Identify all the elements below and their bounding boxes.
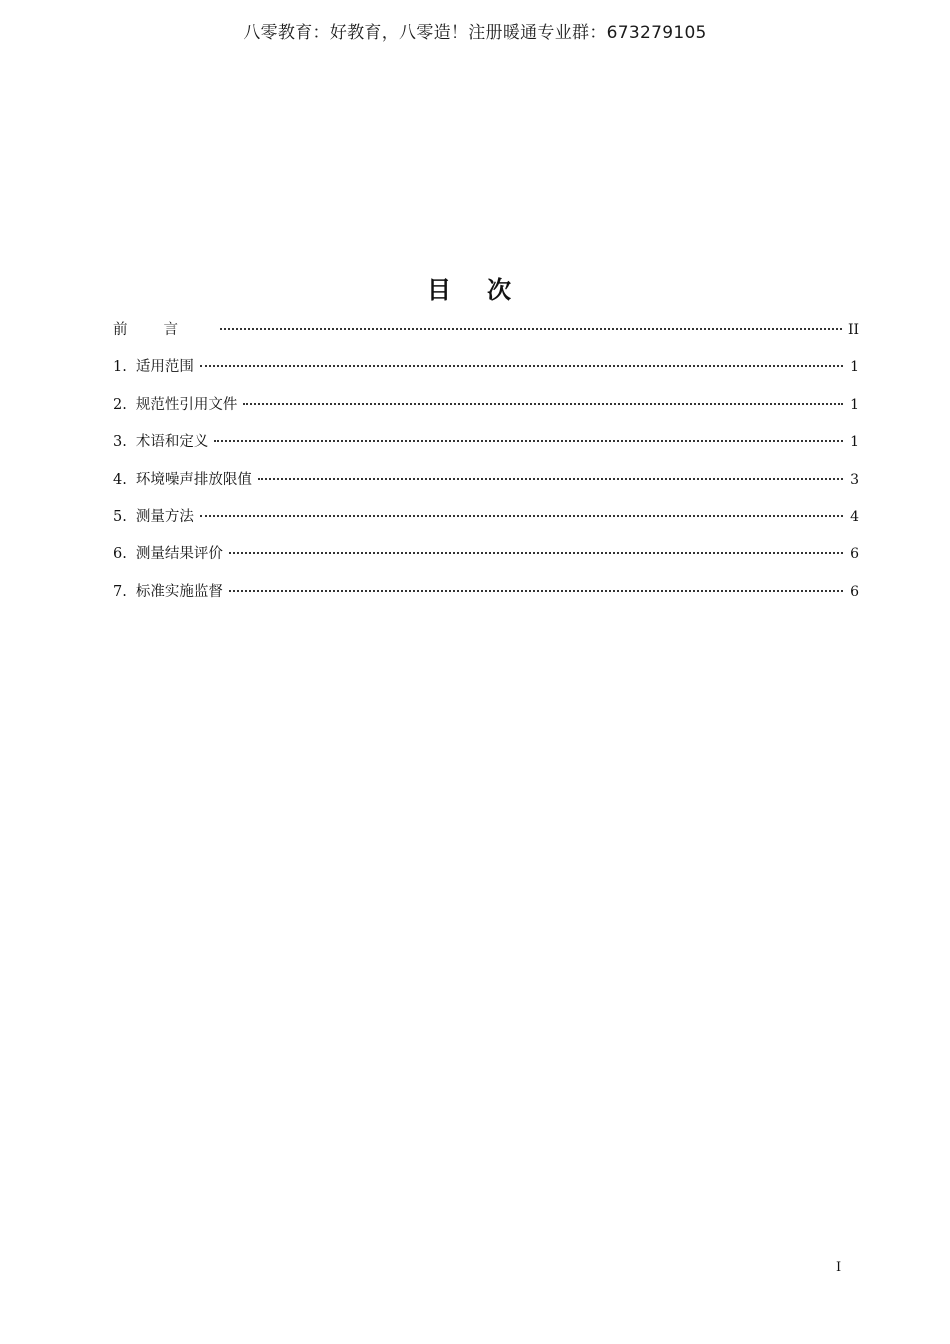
toc-item-number: 7. bbox=[113, 583, 127, 600]
toc-item-page: 1 bbox=[850, 396, 859, 413]
toc-item-normative-references[interactable] bbox=[113, 391, 859, 428]
toc-leader-dots bbox=[229, 551, 843, 554]
toc-item-measurement-methods[interactable] bbox=[113, 503, 859, 540]
toc-item-number: 2. bbox=[113, 396, 127, 413]
toc-item-number: 5. bbox=[113, 508, 127, 525]
toc-item-label: 术语和定义 bbox=[135, 434, 209, 451]
toc-item-supervision[interactable] bbox=[113, 578, 859, 615]
toc-item-page: 6 bbox=[850, 583, 859, 600]
toc-item-terms-definitions[interactable] bbox=[113, 428, 859, 465]
toc-item-number: 4. bbox=[113, 471, 127, 488]
toc-item-label: 前言 bbox=[113, 322, 214, 338]
toc-item-number: 3. bbox=[113, 434, 127, 451]
toc-leader-dots bbox=[200, 514, 843, 517]
toc-leader-dots bbox=[243, 402, 843, 405]
toc-item-page: 6 bbox=[850, 546, 859, 563]
toc-item-label: 测量方法 bbox=[135, 508, 194, 525]
toc-item-scope[interactable] bbox=[113, 353, 859, 390]
toc-leader-dots bbox=[229, 589, 843, 592]
toc-item-page: II bbox=[847, 322, 859, 338]
toc-item-page: 4 bbox=[850, 508, 859, 525]
toc-item-result-evaluation[interactable] bbox=[113, 540, 859, 577]
toc-item-label: 适用范围 bbox=[135, 359, 194, 376]
toc-leader-dots bbox=[220, 327, 842, 330]
header-banner: 八零教育：好教育，八零造！注册暖通专业群：673279105 bbox=[243, 23, 707, 43]
toc-item-emission-limits[interactable] bbox=[113, 466, 859, 503]
toc-title: 目次 bbox=[427, 276, 547, 304]
toc-item-number: 6. bbox=[113, 546, 127, 563]
toc-item-page: 3 bbox=[850, 471, 859, 488]
toc-item-label: 标准实施监督 bbox=[135, 583, 223, 600]
toc-item-label: 测量结果评价 bbox=[135, 546, 223, 563]
toc-item-label: 环境噪声排放限值 bbox=[135, 471, 252, 488]
toc-item-number: 1. bbox=[113, 359, 127, 376]
toc-leader-dots bbox=[258, 477, 843, 480]
toc-item-label: 规范性引用文件 bbox=[135, 396, 238, 413]
toc-leader-dots bbox=[200, 364, 843, 367]
toc-item-page: 1 bbox=[850, 434, 859, 451]
toc-leader-dots bbox=[214, 439, 843, 442]
toc-item-page: 1 bbox=[850, 359, 859, 376]
toc-item-foreword[interactable] bbox=[113, 316, 859, 353]
table-of-contents bbox=[113, 316, 859, 615]
page-number: I bbox=[836, 1260, 842, 1275]
